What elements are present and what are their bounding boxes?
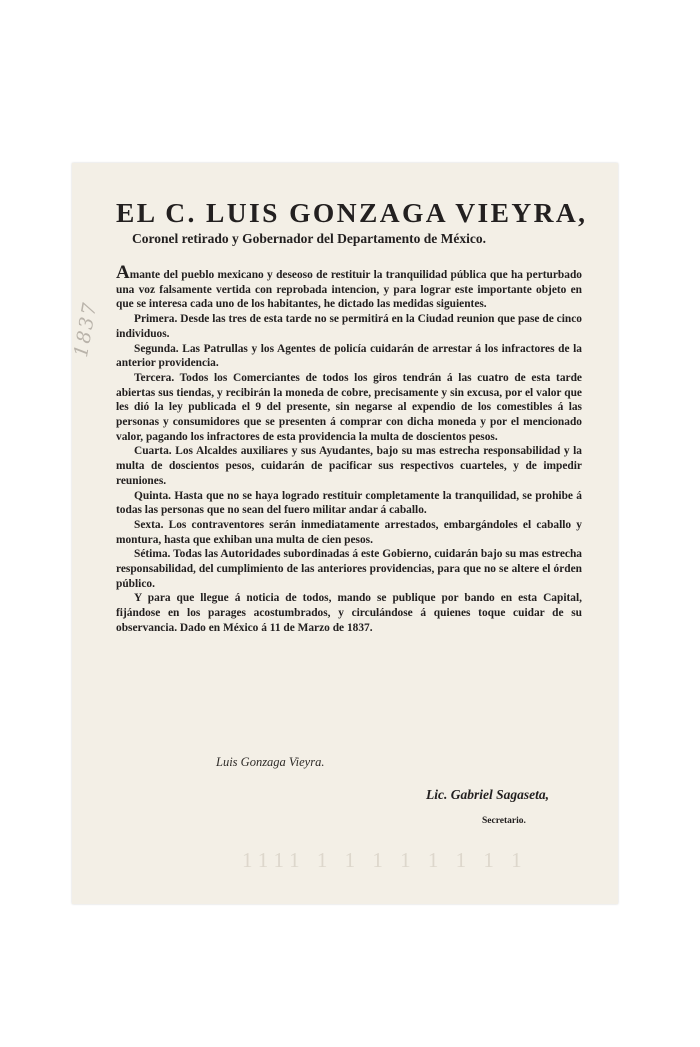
article-primera: Primera. Desde las tres de esta tarde no se permitirá en la Ciudad reunion que pase de cinco individuos.: [116, 313, 582, 340]
secretary-signature: Lic. Gabriel Sagaseta,: [426, 787, 549, 802]
article-setima: Sétima. Todas las Autoridades subordinadas á este Gobierno, cuidarán bajo su mas estrecha responsabilidad, del cumplimiento de las anteriores providencias, para que no se altere el órden público.: [116, 548, 582, 590]
decree-body: [116, 262, 582, 636]
intro-text: mante del pueblo mexicano y deseoso de restituir la tranquilidad pública que ha perturbado una voz falsamente vertida con reprobada intencion, y para lograr este importante objeto en que se interesa cada uno de los habitantes, he dictado las medidas siguientes.: [116, 269, 582, 311]
decree-subtitle: Coronel retirado y Gobernador del Departamento de México.: [132, 231, 486, 246]
decree-title: EL C. LUIS GONZAGA VIEYRA,: [116, 197, 588, 228]
article-sexta: Sexta. Los contraventores serán inmediatamente arrestados, embargándoles el caballo y montura, hasta que exhiban una multa de cien pesos.: [116, 518, 582, 546]
drop-cap: A: [116, 262, 130, 283]
show-through-text: 1111 1 1 1 1 1 1 1 1: [242, 848, 528, 872]
secretary-title: Secretario.: [482, 816, 526, 826]
margin-note: 1837: [70, 299, 102, 359]
decree-content: [116, 197, 588, 826]
document-sheet: [72, 163, 618, 904]
intro-paragraph: [116, 262, 582, 312]
closing-paragraph: Y para que llegue á noticia de todos, mando se publique por bando en esta Capital, fijándose en los parages acostumbrados, y circulándose á quienes toque cuidar de su observancia. Dado en México á 11 de Marzo de 1837.: [116, 592, 582, 634]
article-quinta: Quinta. Hasta que no se haya logrado restituir completamente la tranquilidad, se prohibe á todas las personas que no sean del fuero militar andar á caballo.: [116, 489, 582, 517]
article-tercera: Tercera. Todos los Comerciantes de todos los giros tendrán á las cuatro de esta tarde abiertas sus tiendas, y recibirán la moneda de cobre, precisamente y sin excusa, por el valor que les dió la ley publicada el 9 del presente, sin negarse al expendio de los comestibles á las personas y consumidores que se presenten á comprar con dicha moneda y por el mencionado valor, pagando los infractores de esta providencia la multa de doscientos pesos.: [116, 371, 582, 443]
governor-signature: Luis Gonzaga Vieyra.: [216, 755, 325, 769]
article-segunda: Segunda. Las Patrullas y los Agentes de policía cuidarán de arrestar á los infractores de la anterior providencia.: [116, 342, 582, 370]
article-cuarta: Cuarta. Los Alcaldes auxiliares y sus Ayudantes, bajo su mas estrecha responsabilidad y la multa de doscientos pesos, cuidarán de pacificar sus respectivos cuarteles, y de impedir reuniones.: [116, 445, 582, 487]
